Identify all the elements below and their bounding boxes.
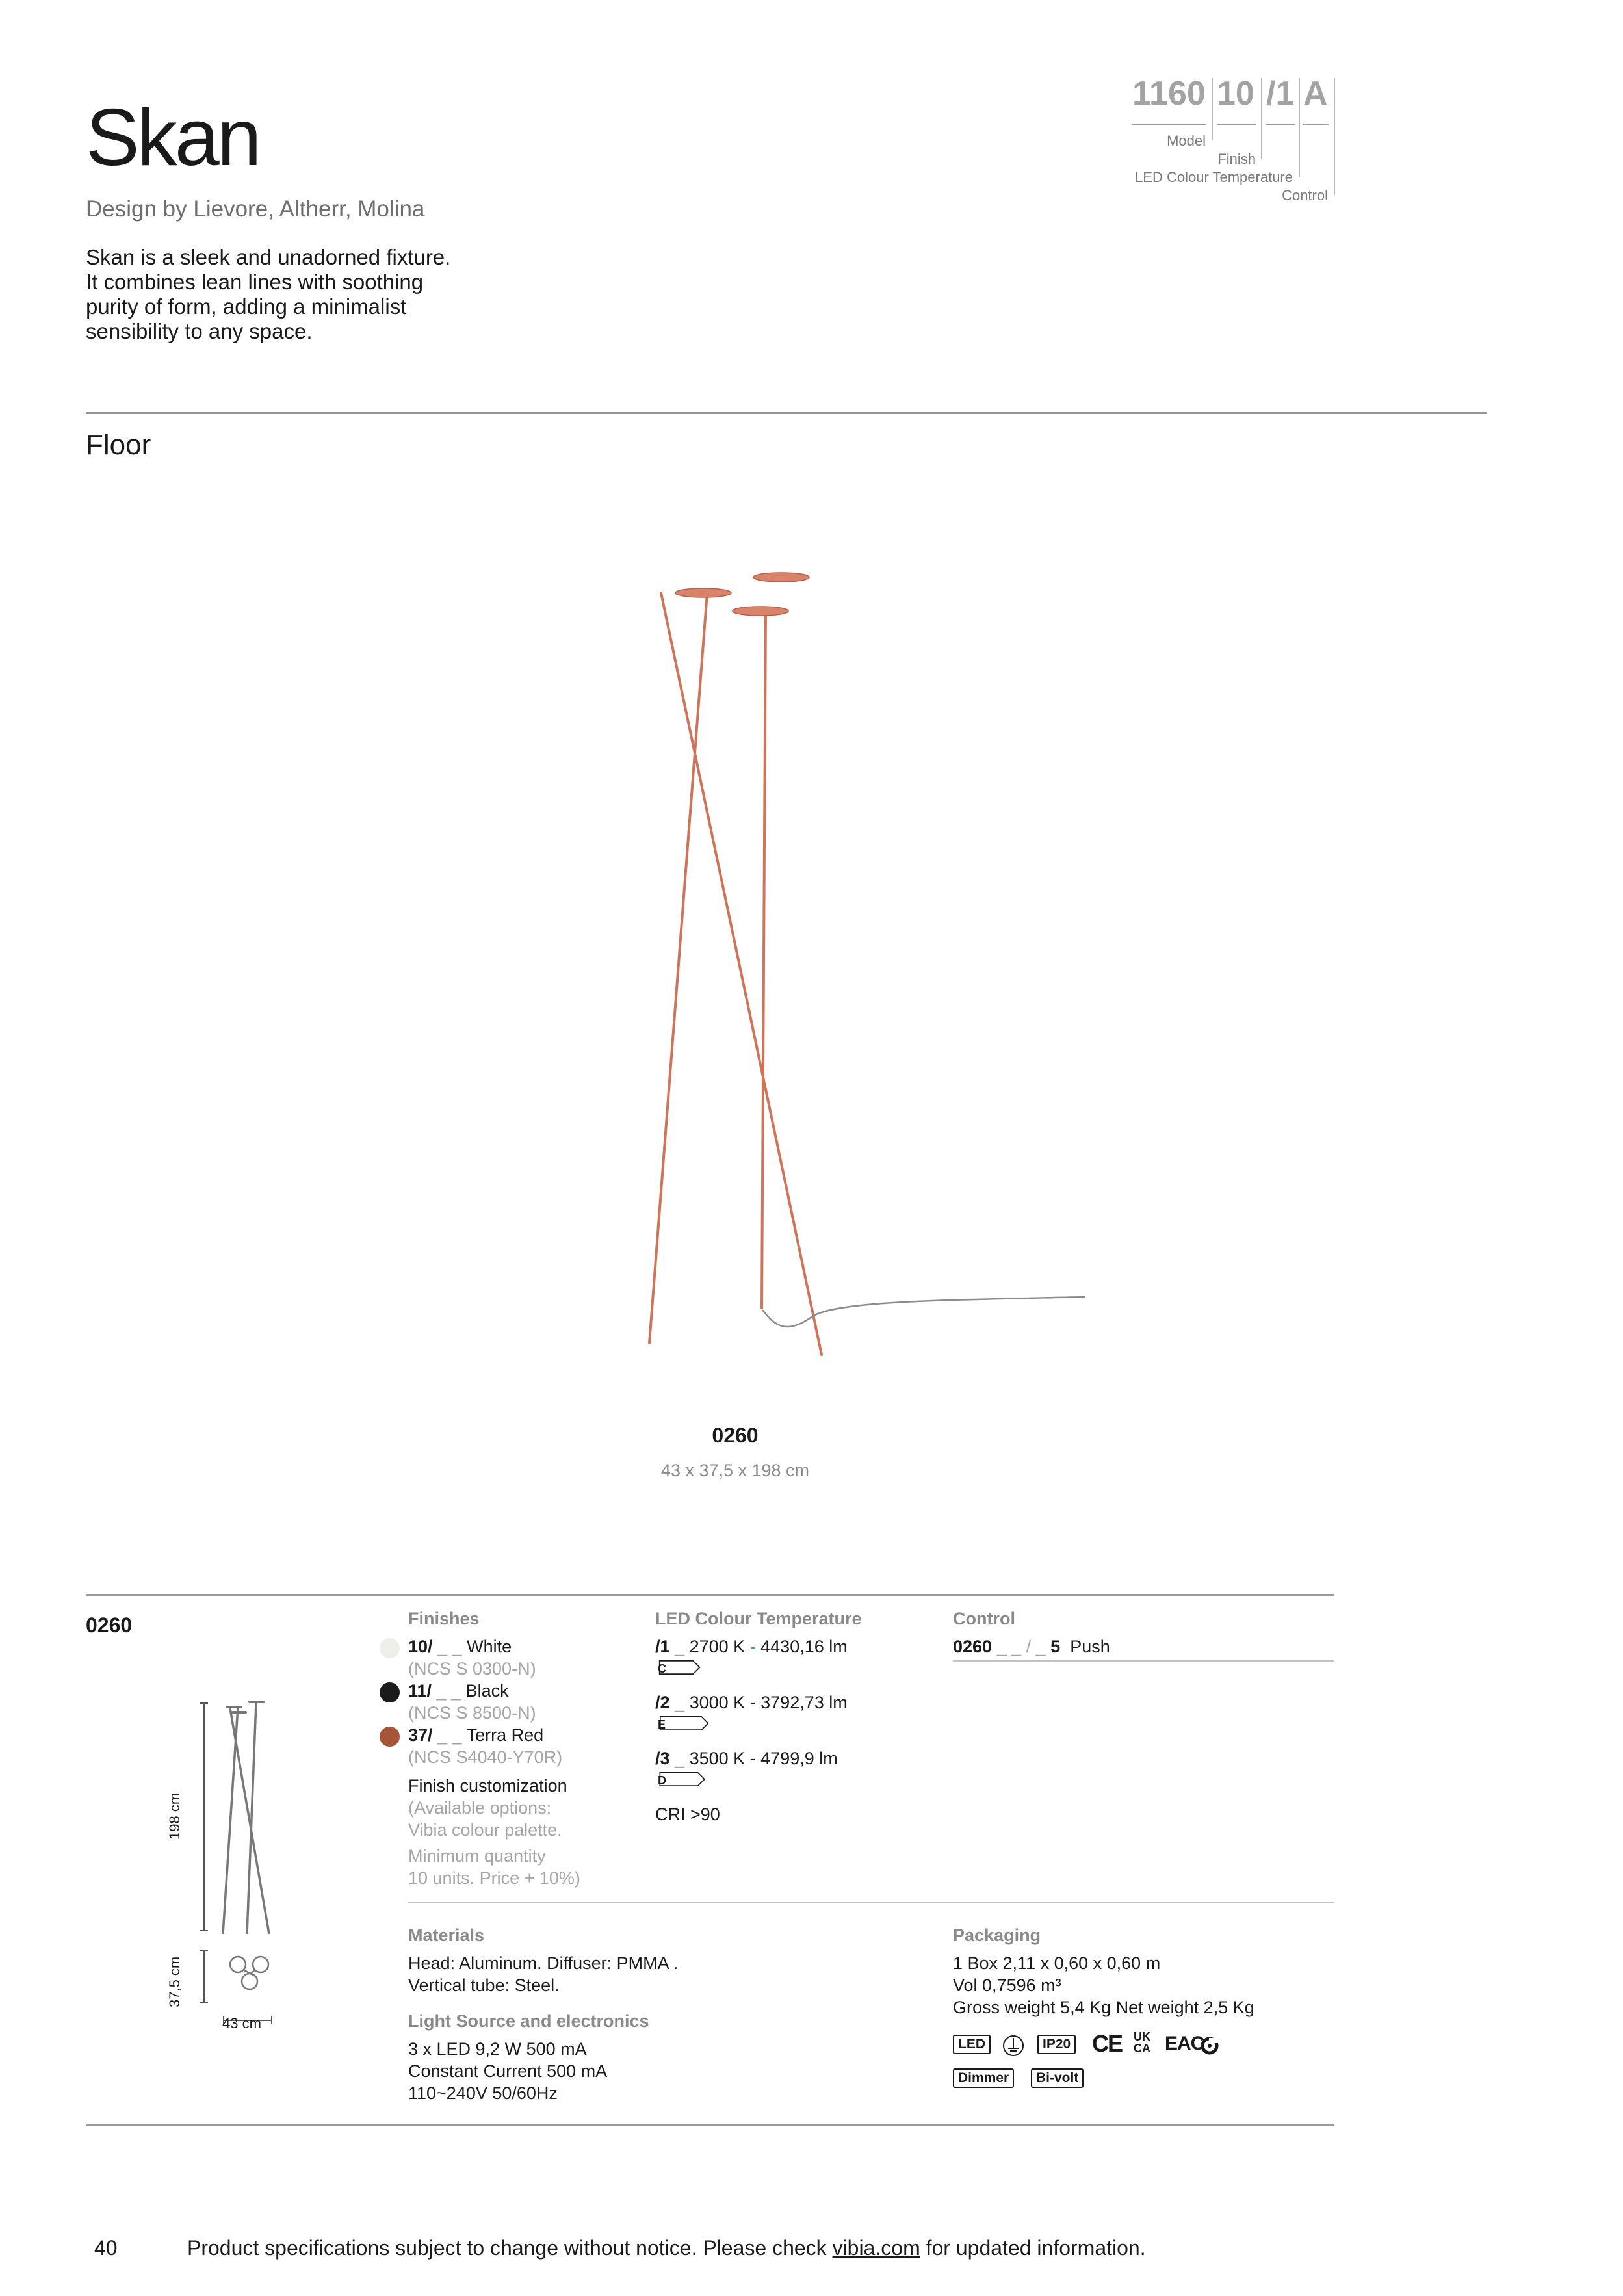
- legend-divider: [1212, 78, 1213, 140]
- legend-divider: [1261, 78, 1262, 159]
- designer-credit: Design by Lievore, Altherr, Molina: [86, 196, 425, 222]
- finish-ncs: (NCS S 8500-N): [408, 1703, 536, 1723]
- legend-label-led: LED Colour Temperature: [1135, 169, 1293, 185]
- led-kelvin: 3000 K: [689, 1693, 746, 1712]
- led-kelvin: 2700 K: [689, 1637, 746, 1656]
- materials-line: Vertical tube: Steel.: [408, 1976, 560, 1995]
- materials-heading: Materials: [408, 1925, 485, 1945]
- led-code: /2: [655, 1693, 670, 1712]
- finish-blank: _ _: [432, 1725, 467, 1745]
- light-source-line: 3 x LED 9,2 W 500 mA: [408, 2039, 587, 2059]
- section-divider: [86, 412, 1487, 414]
- packaging-line: Gross weight 5,4 Kg Net weight 2,5 Kg: [953, 1998, 1254, 2017]
- code-legend: [1105, 72, 1339, 208]
- code-segment-led: /1: [1266, 75, 1295, 112]
- ip20-badge: IP20: [1037, 2035, 1076, 2054]
- control-suffix: 5: [1050, 1637, 1061, 1656]
- light-source-heading: Light Source and electronics: [408, 2011, 649, 2031]
- eac-mark: EAC: [1165, 2033, 1204, 2054]
- led-badge: LED: [953, 2035, 991, 2054]
- spec-mid-rule: [408, 1902, 1334, 1903]
- finish-swatch-black: [380, 1682, 400, 1702]
- spec-bottom-rule: [86, 2124, 1334, 2126]
- finish-ncs: (NCS S 0300-N): [408, 1659, 536, 1678]
- legend-underline: [1132, 124, 1206, 125]
- finish-terra-red: [408, 1724, 543, 1746]
- finish-code: 11/: [408, 1681, 432, 1701]
- product-intro: [86, 245, 580, 344]
- control-blank: _ _ / _: [992, 1637, 1051, 1656]
- spec-model-code: 0260: [86, 1613, 133, 1637]
- led-option-1: [655, 1636, 848, 1658]
- intro-line: Skan is a sleek and unadorned fixture.: [86, 245, 451, 269]
- class-ii-icon: [1002, 2035, 1024, 2057]
- finish-black: [408, 1680, 509, 1702]
- legend-label-model: Model: [1167, 133, 1206, 149]
- hero-dimensions: 43 x 37,5 x 198 cm: [660, 1461, 810, 1480]
- legend-label-control: Control: [1282, 187, 1328, 203]
- packaging-line: 1 Box 2,11 x 0,60 x 0,60 m: [953, 1953, 1161, 1973]
- packaging-heading: Packaging: [953, 1925, 1041, 1945]
- finish-name: Terra Red: [466, 1725, 544, 1745]
- finish-swatch-white: [380, 1638, 400, 1658]
- led-code: /3: [655, 1749, 670, 1768]
- page-number: 40: [94, 2236, 118, 2260]
- led-lumen: 4430,16 lm: [760, 1637, 848, 1656]
- control-rule: [953, 1660, 1334, 1662]
- finish-white: [408, 1636, 512, 1658]
- recycling-icon: [1200, 2036, 1219, 2055]
- finish-swatch-terra-red: [380, 1727, 400, 1747]
- led-lumen: 4799,9 lm: [760, 1749, 838, 1768]
- materials-line: Head: Aluminum. Diffuser: PMMA .: [408, 1953, 679, 1973]
- packaging-line: Vol 0,7596 m³: [953, 1976, 1061, 1995]
- product-title: Skan: [86, 93, 259, 183]
- finish-blank: _ _: [432, 1637, 467, 1656]
- led-sep: -: [745, 1749, 761, 1768]
- code-segment-model: 1160: [1132, 75, 1206, 112]
- finish-blank: _ _: [432, 1681, 466, 1701]
- footer-notice: [187, 2236, 1146, 2260]
- led-sep: -: [745, 1637, 761, 1656]
- code-segment-finish: 10: [1217, 75, 1254, 112]
- led-kelvin: 3500 K: [689, 1749, 746, 1768]
- led-blank: _: [669, 1749, 690, 1768]
- cri-value: CRI >90: [655, 1805, 720, 1824]
- intro-line: purity of form, adding a minimalist: [86, 294, 407, 319]
- ukca-mark: UK CA: [1134, 2030, 1150, 2055]
- drawing-height-label: 198 cm: [166, 1792, 183, 1840]
- legend-underline: [1217, 124, 1256, 125]
- finish-custom-line: (Available options:: [408, 1798, 552, 1818]
- drawing-depth-label: 37,5 cm: [166, 1956, 183, 2007]
- energy-class-label: D: [658, 1774, 666, 1787]
- finishes-heading: Finishes: [408, 1609, 480, 1628]
- light-source-line: Constant Current 500 mA: [408, 2061, 608, 2081]
- finish-name: Black: [465, 1681, 509, 1701]
- energy-class-label: E: [658, 1718, 666, 1731]
- drawing-width-label: 43 cm: [222, 2015, 261, 2031]
- code-segment-control: A: [1303, 75, 1328, 112]
- finish-custom-line: Minimum quantity: [408, 1846, 546, 1866]
- control-option: [953, 1636, 1110, 1658]
- bivolt-badge: Bi-volt: [1031, 2068, 1084, 2088]
- hero-model-code: 0260: [712, 1424, 759, 1447]
- finish-ncs: (NCS S4040-Y70R): [408, 1747, 563, 1767]
- led-sep: -: [745, 1693, 761, 1712]
- intro-line: It combines lean lines with soothing: [86, 270, 424, 294]
- led-blank: _: [669, 1637, 690, 1656]
- finish-custom-line: 10 units. Price + 10%): [408, 1868, 580, 1888]
- legend-underline: [1266, 124, 1295, 125]
- control-heading: Control: [953, 1609, 1015, 1628]
- led-heading: LED Colour Temperature: [655, 1609, 862, 1628]
- finish-code: 10/: [408, 1637, 433, 1656]
- section-title: Floor: [86, 429, 151, 461]
- led-option-2: [655, 1691, 848, 1714]
- led-lumen: 3792,73 lm: [760, 1693, 848, 1712]
- finish-custom-line: Vibia colour palette.: [408, 1820, 562, 1840]
- legend-divider: [1334, 78, 1335, 195]
- intro-line: sensibility to any space.: [86, 319, 313, 343]
- light-source-line: 110~240V 50/60Hz: [408, 2083, 558, 2103]
- ce-mark: CE: [1092, 2030, 1123, 2057]
- legend-underline: [1303, 124, 1329, 125]
- led-blank: _: [669, 1693, 690, 1712]
- dimmer-badge: Dimmer: [953, 2068, 1014, 2088]
- footer-notice-text: Product specifications subject to change without notice. Please check: [187, 2236, 833, 2260]
- control-code: 0260: [953, 1637, 993, 1656]
- footer-notice-text: for updated information.: [920, 2236, 1146, 2260]
- lamp-illustration: [617, 553, 1111, 1372]
- control-label: Push: [1070, 1637, 1110, 1656]
- legend-label-finish: Finish: [1217, 151, 1256, 167]
- led-code: /1: [655, 1637, 670, 1656]
- finish-name: White: [467, 1637, 512, 1656]
- finish-custom-title: Finish customization: [408, 1776, 567, 1795]
- finish-code: 37/: [408, 1725, 433, 1745]
- legend-divider: [1299, 78, 1300, 177]
- led-option-3: [655, 1747, 838, 1769]
- spec-top-rule: [86, 1594, 1334, 1596]
- footer-link[interactable]: vibia.com: [832, 2236, 920, 2260]
- energy-class-label: C: [658, 1662, 666, 1675]
